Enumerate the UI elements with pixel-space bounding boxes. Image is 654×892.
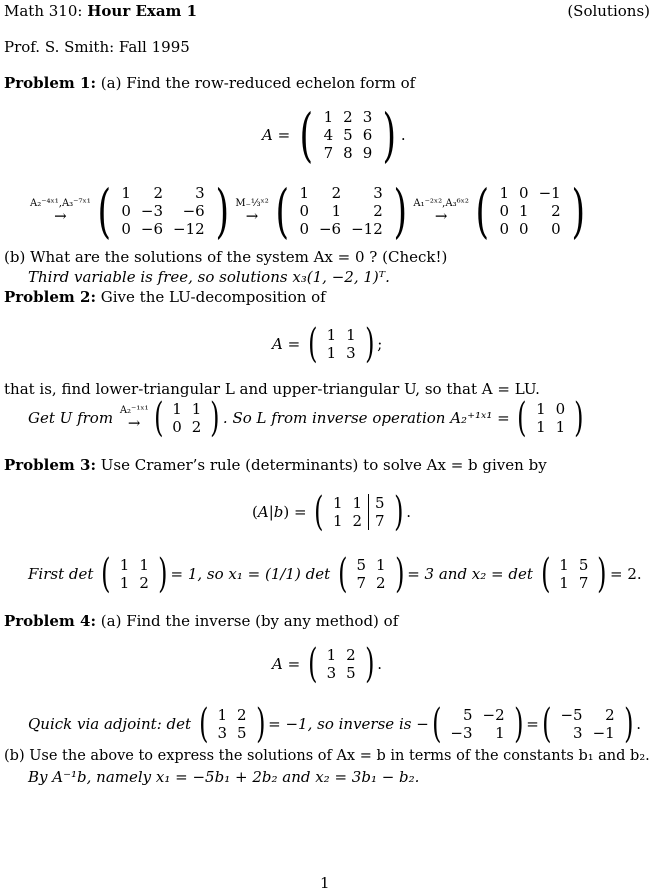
problem-2-text: Give the LU-decomposition of xyxy=(100,288,326,306)
p4-inv-table xyxy=(555,706,619,742)
problem-4-label: Problem 4: xyxy=(4,612,96,630)
matrix-row xyxy=(554,574,593,592)
p4-matrix-A: A = ( 1 2 3 5 ) . xyxy=(272,641,383,687)
problem-4-statement xyxy=(4,612,398,630)
matrix-entry: −5 xyxy=(560,706,583,724)
matrix-row xyxy=(294,184,387,202)
matrix-row xyxy=(555,724,619,742)
matrix-entry: −6 xyxy=(182,202,205,220)
matrix-entry: −1 xyxy=(538,184,561,202)
matrix-row xyxy=(322,344,361,362)
matrix-entry: 1 xyxy=(119,556,130,574)
matrix-entry: 7 xyxy=(375,512,385,530)
problem-1-text-a: (a) Find the row-reduced echelon form of xyxy=(100,74,416,92)
problem-2-statement xyxy=(4,288,326,306)
matrix-entry: 1 xyxy=(326,646,337,664)
matrix-entry: 2 xyxy=(352,512,363,530)
p2-L-table xyxy=(531,400,570,436)
matrix-row xyxy=(322,646,361,664)
matrix-entry: 0 xyxy=(121,202,131,220)
matrix-entry: −3 xyxy=(140,202,164,220)
p1-matrix-A: A = ( 1 2 3 4 5 6 7 8 9 ) . xyxy=(262,101,406,169)
matrix-entry: 0 xyxy=(299,220,309,238)
matrix-entry: 3 xyxy=(362,108,373,126)
matrix-row xyxy=(555,706,619,724)
matrix-row xyxy=(319,144,378,162)
problem-3-answer: First det ( 1 1 1 2 ) = 1, so x₁ = (1/1) det ( 5 1 7 2 ) = 3 and x₂ = det ( 1 5 1 7 ) = 2. xyxy=(28,551,642,597)
matrix-entry: 1 xyxy=(346,326,356,344)
matrix-row xyxy=(167,400,206,418)
p4-det-table xyxy=(212,706,251,742)
matrix-entry: 1 xyxy=(332,512,343,530)
matrix-row xyxy=(531,418,570,436)
matrix-entry: 0 xyxy=(519,184,529,202)
matrix-entry: 0 xyxy=(551,220,561,238)
matrix-entry: 2 xyxy=(376,574,386,592)
matrix-row xyxy=(351,556,390,574)
matrix-entry: 1 xyxy=(331,202,342,220)
matrix-entry: −1 xyxy=(592,724,615,742)
matrix-entry: 2 xyxy=(191,418,202,436)
matrix-entry: 5 xyxy=(462,706,473,724)
matrix-entry: 3 xyxy=(326,664,337,682)
course-label: Math 310: xyxy=(4,2,83,20)
solutions-label: (Solutions) xyxy=(567,2,650,20)
problem-2-text2: that is, find lower-triangular L and upper-triangular U, so that A = LU. xyxy=(4,380,540,398)
matrix-entry: 0 xyxy=(299,202,309,220)
matrix-entry: 1 xyxy=(121,184,131,202)
matrix-entry: 1 xyxy=(495,724,505,742)
matrix-entry: 0 xyxy=(519,220,529,238)
matrix-entry: 1 xyxy=(119,574,130,592)
matrix-entry: 8 xyxy=(343,144,353,162)
matrix-row xyxy=(494,202,565,220)
matrix-entry: 2 xyxy=(551,202,561,220)
matrix-entry: 7 xyxy=(356,574,367,592)
p2-U-table xyxy=(167,400,206,436)
matrix-entry: 5 xyxy=(346,664,356,682)
matrix-row xyxy=(445,706,509,724)
p3-aug-right xyxy=(370,494,390,530)
matrix-row xyxy=(445,724,509,742)
matrix-entry: 1 xyxy=(139,556,149,574)
p1-m3-table xyxy=(494,184,565,238)
matrix-entry: 3 xyxy=(346,344,356,362)
problem-3-statement xyxy=(4,456,547,474)
matrix-entry: 1 xyxy=(536,400,546,418)
matrix-entry: 2 xyxy=(331,184,342,202)
matrix-entry: 1 xyxy=(559,556,569,574)
matrix-entry: 2 xyxy=(236,706,247,724)
p3-d2-table xyxy=(351,556,390,592)
matrix-row xyxy=(167,418,206,436)
matrix-entry: 9 xyxy=(362,144,373,162)
p2-matrix-A: A = ( 1 1 1 3 ) ; xyxy=(272,321,383,367)
matrix-entry: 1 xyxy=(352,494,363,512)
matrix-row xyxy=(322,664,361,682)
problem-3-text: Use Cramer’s rule (determinants) to solve Ax = b given by xyxy=(100,456,547,474)
exam-title: Hour Exam 1 xyxy=(87,2,198,20)
matrix-entry: 5 xyxy=(375,494,385,512)
matrix-entry: 1 xyxy=(323,108,334,126)
matrix-row xyxy=(370,494,390,512)
matrix-entry: 1 xyxy=(536,418,546,436)
p4-A-table xyxy=(322,646,361,682)
matrix-entry: 1 xyxy=(555,418,566,436)
matrix-entry: 1 xyxy=(499,184,510,202)
matrix-entry: 4 xyxy=(323,126,334,144)
p1-op2-label: M₋⅓ˣ² xyxy=(235,198,269,209)
matrix-row xyxy=(319,108,378,126)
matrix-entry: 3 xyxy=(573,724,583,742)
problem-1-text-b: (b) What are the solutions of the system Ax = 0 ? (Check!) xyxy=(4,248,448,266)
matrix-entry: 5 xyxy=(236,724,247,742)
p1-op2-arrow: M₋⅓ˣ² → xyxy=(235,198,269,225)
matrix-entry: 0 xyxy=(172,418,182,436)
p1-op1-label: A₂⁻⁴ˣ¹,A₃⁻⁷ˣ¹ xyxy=(30,198,91,209)
matrix-entry: −6 xyxy=(140,220,164,238)
p1-op3-arrow: A₁⁻²ˣ²,A₃⁶ˣ² → xyxy=(413,198,469,225)
matrix-entry: 2 xyxy=(373,202,383,220)
problem-1-answer-b: Third variable is free, so solutions x₃(1, −2, 1)ᵀ. xyxy=(28,268,390,286)
p3-aug-left xyxy=(328,494,367,530)
matrix-entry: 2 xyxy=(139,574,149,592)
problem-4-answer-a: Quick via adjoint: det ( 1 2 3 5 ) = −1, so inverse is − ( 5 −2 −3 1 ) = ( −5 2 3 −1 ) . xyxy=(28,701,642,747)
matrix-entry: −12 xyxy=(173,220,205,238)
matrix-entry: 1 xyxy=(217,706,227,724)
problem-1-statement xyxy=(4,74,415,92)
matrix-entry: −12 xyxy=(351,220,383,238)
matrix-row xyxy=(115,574,154,592)
matrix-row xyxy=(212,706,251,724)
matrix-entry: 1 xyxy=(519,202,529,220)
p1-op1-arrow: A₂⁻⁴ˣ¹,A₃⁻⁷ˣ¹ → xyxy=(30,198,91,225)
matrix-row xyxy=(351,574,390,592)
p3-d3-table xyxy=(554,556,593,592)
matrix-entry: 1 xyxy=(191,400,202,418)
problem-2-label: Problem 2: xyxy=(4,288,96,306)
matrix-row xyxy=(319,126,378,144)
matrix-entry: 6 xyxy=(362,126,373,144)
matrix-entry: 2 xyxy=(153,184,164,202)
matrix-row xyxy=(115,556,154,574)
matrix-row xyxy=(116,202,209,220)
matrix-row xyxy=(370,512,390,530)
matrix-entry: 1 xyxy=(326,344,337,362)
problem-3-label: Problem 3: xyxy=(4,456,96,474)
problem-1-label: Problem 1: xyxy=(4,74,96,92)
p1-m2-table xyxy=(294,184,387,238)
matrix-entry: 0 xyxy=(499,202,510,220)
matrix-entry: 5 xyxy=(578,556,589,574)
matrix-entry: 7 xyxy=(323,144,334,162)
matrix-row xyxy=(531,400,570,418)
matrix-entry: 0 xyxy=(555,400,566,418)
problem-4-text-b: (b) Use the above to express the solutions of Ax = b in terms of the constants b₁ and b₂. xyxy=(4,748,650,764)
matrix-row xyxy=(494,184,565,202)
matrix-row xyxy=(294,202,387,220)
matrix-row xyxy=(328,512,367,530)
matrix-row xyxy=(328,494,367,512)
matrix-entry: 2 xyxy=(605,706,615,724)
matrix-entry: 5 xyxy=(343,126,353,144)
page-number: 1 xyxy=(320,874,330,892)
p1-op3-label: A₁⁻²ˣ²,A₃⁶ˣ² xyxy=(413,198,469,209)
matrix-row xyxy=(294,220,387,238)
problem-4-answer-b: By A⁻¹b, namely x₁ = −5b₁ + 2b₂ and x₂ = 3b₁ − b₂. xyxy=(28,768,420,786)
matrix-entry: 1 xyxy=(172,400,182,418)
p1-m1-table xyxy=(116,184,209,238)
matrix-row xyxy=(116,220,209,238)
matrix-row xyxy=(322,326,361,344)
p4-adj-table xyxy=(445,706,509,742)
matrix-entry: 5 xyxy=(356,556,367,574)
p1-A-table xyxy=(319,108,378,162)
matrix-entry: −3 xyxy=(450,724,473,742)
matrix-entry: 1 xyxy=(559,574,569,592)
matrix-entry: 1 xyxy=(326,326,337,344)
matrix-entry: −2 xyxy=(482,706,505,724)
p3-d1-table xyxy=(115,556,154,592)
matrix-entry: 7 xyxy=(578,574,589,592)
matrix-entry: 1 xyxy=(376,556,386,574)
matrix-entry: 2 xyxy=(346,646,356,664)
problem-4-text-a: (a) Find the inverse (by any method) of xyxy=(100,612,399,630)
p1-row-reduction: A₂⁻⁴ˣ¹,A₃⁻⁷ˣ¹ → ( 1 2 3 0 −3 −6 0 −6 −12 ) M₋⅓ˣ² → ( 1 2 3 0 1 2 0 −6 −12 ) A₁⁻²ˣ²,A₃⁶ˣ² → ( 1 0 −1 0 1 2 0 0 0 ) xyxy=(30,177,585,245)
problem-2-answer: Get U from A₂⁻¹ˣ¹ → ( 1 1 0 2 ) . So L from inverse operation A₂⁺¹ˣ¹ = ( 1 0 1 1 ) xyxy=(28,395,584,441)
matrix-entry: 0 xyxy=(121,220,131,238)
matrix-row xyxy=(494,220,565,238)
p2-op-arrow: A₂⁻¹ˣ¹ → xyxy=(119,405,149,432)
matrix-entry: 3 xyxy=(373,184,383,202)
matrix-row xyxy=(116,184,209,202)
p2-A-table xyxy=(322,326,361,362)
matrix-entry: 3 xyxy=(217,724,227,742)
professor-line: Prof. S. Smith: Fall 1995 xyxy=(4,38,190,56)
matrix-entry: 3 xyxy=(195,184,205,202)
matrix-row xyxy=(554,556,593,574)
p3-augmented-matrix: ( A | b ) = ( 1 1 1 2 5 7 ) . xyxy=(252,489,411,535)
matrix-entry: 1 xyxy=(332,494,343,512)
matrix-entry: 0 xyxy=(499,220,510,238)
matrix-entry: −6 xyxy=(318,220,342,238)
matrix-entry: 1 xyxy=(299,184,309,202)
exam-header xyxy=(4,2,197,20)
matrix-entry: 2 xyxy=(343,108,353,126)
matrix-row xyxy=(212,724,251,742)
